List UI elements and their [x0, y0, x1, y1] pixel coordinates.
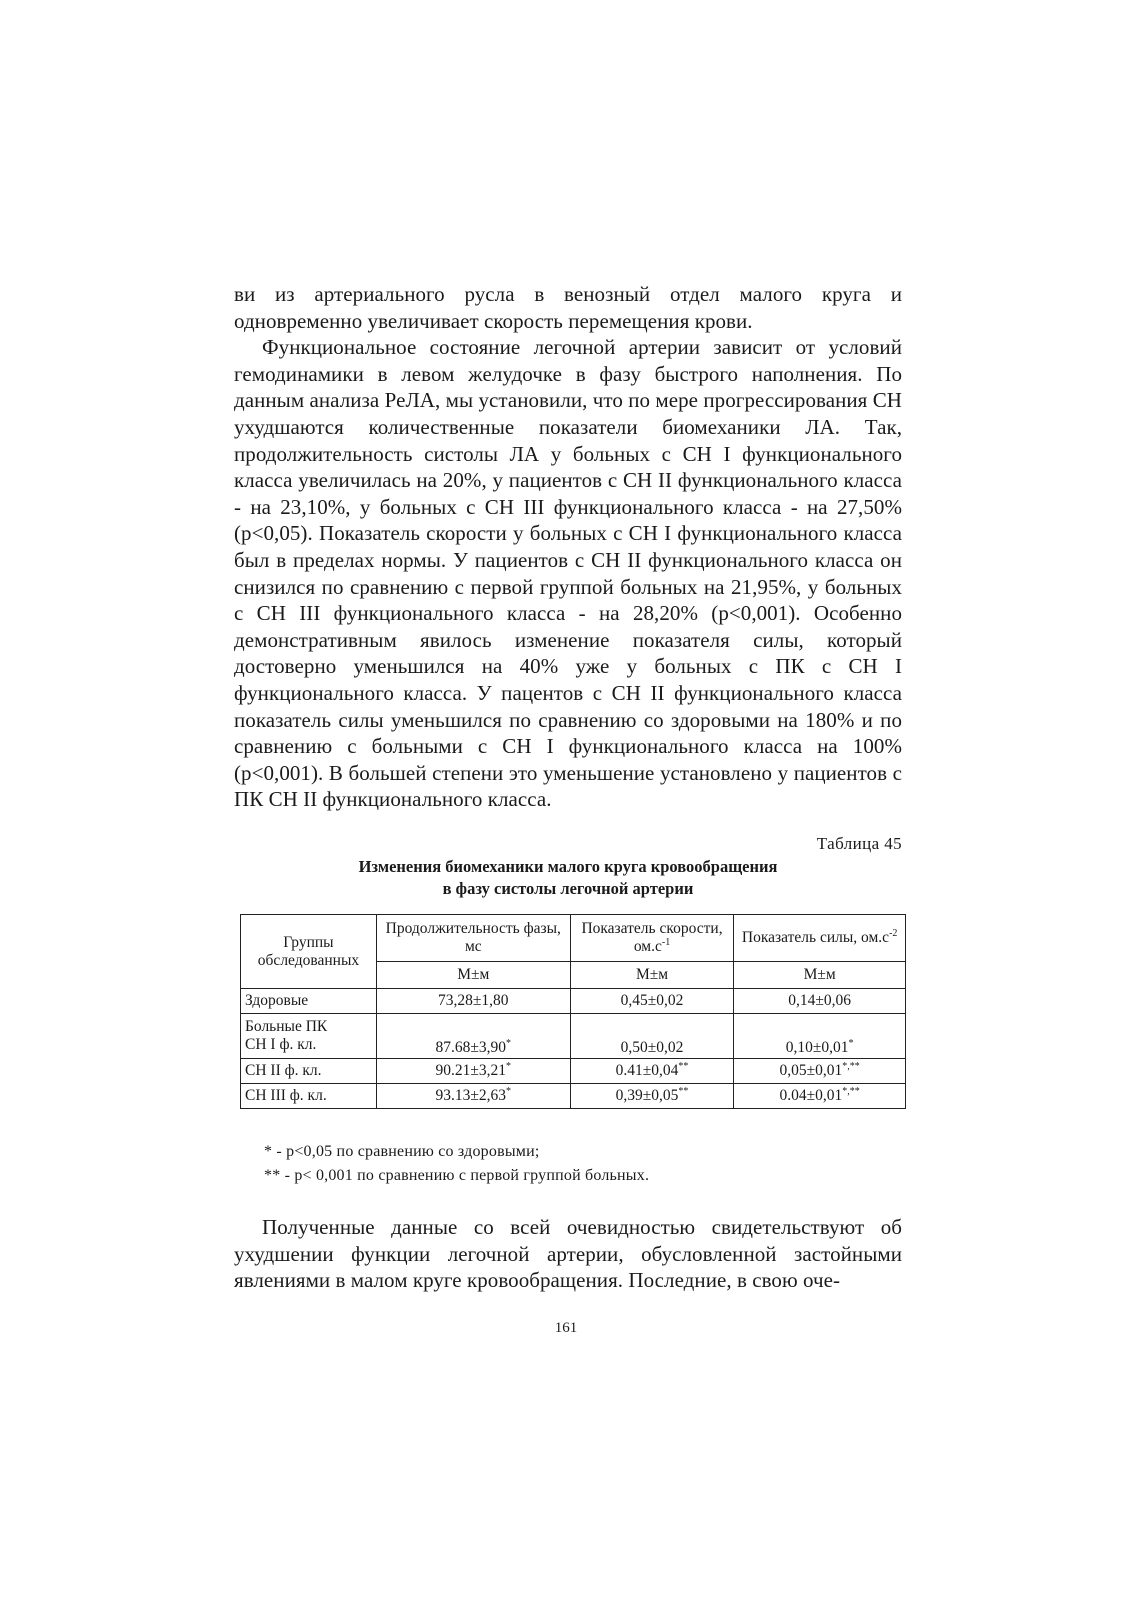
page-number: 161: [554, 1320, 578, 1336]
header-duration: Продолжительность фазы, мс: [376, 915, 570, 962]
row-group: СН II ф. кл.: [241, 1059, 377, 1084]
subheader-mean-1: M±м: [376, 962, 570, 989]
row-duration: [376, 1014, 570, 1059]
row-force-mark: *: [848, 1037, 854, 1049]
row-force-value: 0.04±0,01: [779, 1087, 843, 1104]
paragraph-continued: ви из артериального русла в венозный отдел малого круга и одновременно увеличивает скорость перемещения крови.: [234, 282, 902, 333]
row-force-value: 0,14±0,06: [788, 992, 852, 1009]
row-duration: [376, 1059, 570, 1084]
footnote-1: * - p<0,05 по сравнению со здоровыми;: [264, 1143, 540, 1160]
row-velocity: [570, 1059, 734, 1084]
table-caption: [234, 856, 902, 900]
row-force-mark: *,**: [842, 1060, 860, 1072]
row-duration-value: 87.68±3,90: [435, 1039, 507, 1056]
row-group: [241, 1014, 377, 1059]
table-row: [241, 1084, 906, 1109]
body-text-top: [234, 281, 902, 813]
table-header-row: [241, 915, 906, 962]
header-groups: Группы обследованных: [241, 915, 377, 989]
row-force: [734, 1059, 906, 1084]
row-group: Здоровые: [241, 989, 377, 1014]
row-group-line-2: СН I ф. кл.: [245, 1036, 317, 1053]
row-force: [734, 1014, 906, 1059]
row-duration-mark: *: [506, 1060, 512, 1072]
subheader-mean-3: M±м: [734, 962, 906, 989]
header-velocity-exp: -1: [661, 936, 671, 948]
row-duration-value: 93.13±2,63: [435, 1087, 507, 1104]
row-duration: [376, 989, 570, 1014]
row-group-line-1: Больные ПК: [245, 1018, 328, 1035]
row-velocity: [570, 1014, 734, 1059]
header-force: [734, 915, 906, 962]
table-row: [241, 989, 906, 1014]
table-row: [241, 1014, 906, 1059]
row-duration: [376, 1084, 570, 1109]
row-velocity: [570, 1084, 734, 1109]
table-footnotes: [264, 1140, 649, 1188]
header-force-exp: -2: [889, 927, 898, 939]
row-force-value: 0,10±0,01: [785, 1039, 849, 1056]
header-velocity: [570, 915, 734, 962]
row-group: СН III ф. кл.: [241, 1084, 377, 1109]
row-velocity-value: 0,45±0,02: [620, 992, 684, 1009]
row-force: [734, 1084, 906, 1109]
row-duration-value: 90.21±3,21: [435, 1062, 507, 1079]
row-duration-mark: *: [506, 1085, 512, 1097]
row-force: [734, 989, 906, 1014]
table-caption-line-1: Изменения биомеханики малого круга кровообращения: [358, 857, 778, 876]
row-duration-mark: *: [506, 1037, 512, 1049]
biomechanics-table: [240, 914, 906, 1109]
row-velocity-value: 0,50±0,02: [620, 1039, 684, 1056]
row-force-value: 0,05±0,01: [779, 1062, 843, 1079]
row-velocity-mark: **: [678, 1085, 689, 1097]
paragraph-conclusion: Полученные данные со всей очевидностью свидетельствуют об ухудшении функции легочной артерии, обусловленной застойными явлениями в малом круге кровообращения. Последние, в свою оче-: [234, 1215, 902, 1293]
subheader-mean-2: M±м: [570, 962, 734, 989]
row-force-mark: *,**: [842, 1085, 860, 1097]
table-caption-line-2: в фазу систолы легочной артерии: [442, 879, 694, 898]
row-velocity-mark: **: [678, 1060, 689, 1072]
row-velocity-value: 0,39±0,05: [615, 1087, 679, 1104]
paragraph-pulmonary-artery: Функциональное состояние легочной артерии зависит от условий гемодинамики в левом желудочке в фазу быстрого наполнения. По данным анализа РеЛА, мы установили, что по мере прогрессирования СН ухудшаются количественные показатели биомеханики ЛА. Так, продолжительность систолы ЛА у больных с СН I функционального класса увеличилась на 20%, у пациентов с СН II функционального класса - на 23,10%, у больных с СН III функционального класса - на 27,50% (p<0,05). Показатель скорости у больных с СН I функционального класса был в пределах нормы. У пациентов с СН II функционального класса он снизился по сравнению с первой группой больных на 21,95%, у больных с СН III функционального класса - на 28,20% (p<0,001). Особенно демонстративным явилось изменение показателя силы, который достоверно уменьшился на 40% уже у больных с ПК с СН I функционального класса. У пацентов с СН II функционального класса показатель силы уменьшился по сравнению со здоровыми на 180% и по сравнению с больными с СН I функционального класса на 100% (p<0,001). В большей степени это уменьшение установлено у пациентов с ПК СН II функционального класса.: [234, 335, 902, 812]
header-force-label: Показатель силы, ом.с: [741, 929, 890, 946]
body-text-bottom: [234, 1214, 902, 1294]
footnote-2: ** - p< 0,001 по сравнению с первой группой больных.: [264, 1167, 650, 1184]
row-duration-value: 73,28±1,80: [438, 992, 509, 1009]
row-velocity-value: 0.41±0,04: [615, 1062, 679, 1079]
table-number: Таблица 45: [816, 834, 902, 853]
table-row: [241, 1059, 906, 1084]
row-velocity: [570, 989, 734, 1014]
header-velocity-label: Показатель скорости, ом.с: [581, 920, 723, 955]
